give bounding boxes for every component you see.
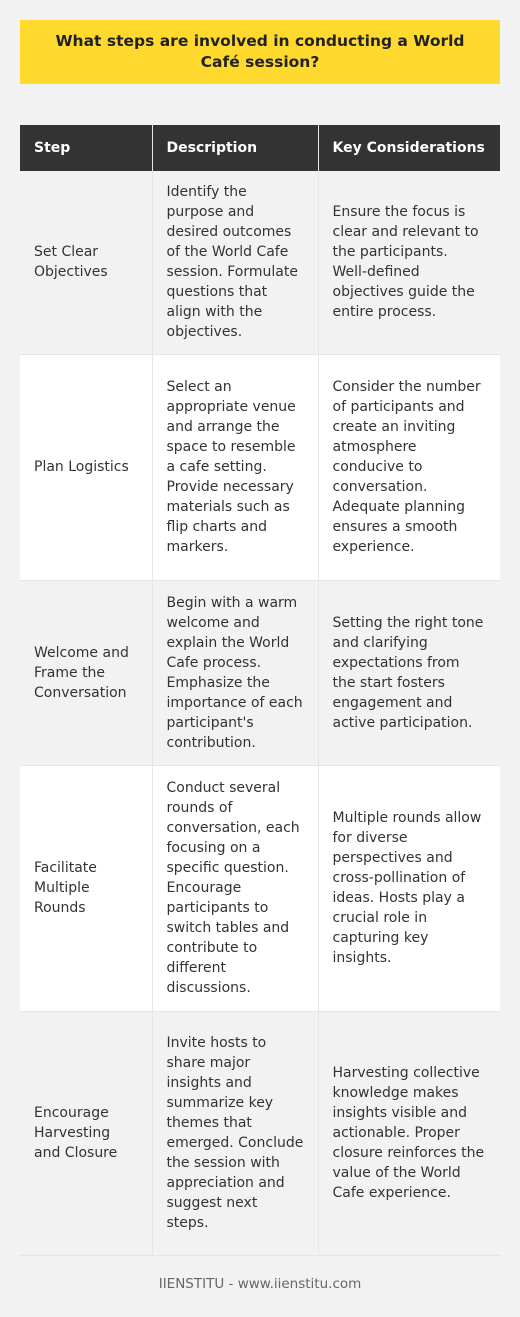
- considerations-cell: Multiple rounds allow for diverse perspectives and cross-pollination of ideas. Hosts play a crucial role in capturing key insights.: [318, 765, 500, 1011]
- description-cell: Conduct several rounds of conversation, each focusing on a specific question. Encourage participants to switch tables and contribute to different discussions.: [152, 765, 318, 1011]
- considerations-cell: Consider the number of participants and create an inviting atmosphere conducive to conversation. Adequate planning ensures a smooth experience.: [318, 354, 500, 580]
- description-cell: Invite hosts to share major insights and summarize key themes that emerged. Conclude the session with appreciation and suggest next steps.: [152, 1011, 318, 1255]
- step-cell: Plan Logistics: [20, 354, 152, 580]
- considerations-cell: Ensure the focus is clear and relevant to the participants. Well-defined objectives guide the entire process.: [318, 171, 500, 354]
- column-header-step: Step: [20, 125, 152, 171]
- step-cell: Encourage Harvesting and Closure: [20, 1011, 152, 1255]
- step-cell: Welcome and Frame the Conversation: [20, 580, 152, 765]
- column-header-description: Description: [152, 125, 318, 171]
- table-row: [20, 171, 500, 354]
- steps-table: [20, 125, 500, 1256]
- table-row: [20, 1011, 500, 1255]
- considerations-cell: Harvesting collective knowledge makes insights visible and actionable. Proper closure reinforces the value of the World Cafe experience.: [318, 1011, 500, 1255]
- table-row: [20, 580, 500, 765]
- description-cell: Select an appropriate venue and arrange the space to resemble a cafe setting. Provide necessary materials such as flip charts and markers.: [152, 354, 318, 580]
- table-row: [20, 765, 500, 1011]
- table-header-row: [20, 125, 500, 171]
- step-cell: Set Clear Objectives: [20, 171, 152, 354]
- description-cell: Begin with a warm welcome and explain the World Cafe process. Emphasize the importance of each participant's contribution.: [152, 580, 318, 765]
- page-title: What steps are involved in conducting a World Café session?: [20, 20, 500, 84]
- description-cell: Identify the purpose and desired outcomes of the World Cafe session. Formulate questions that align with the objectives.: [152, 171, 318, 354]
- considerations-cell: Setting the right tone and clarifying expectations from the start fosters engagement and active participation.: [318, 580, 500, 765]
- table-row: [20, 354, 500, 580]
- footer-credit: IIENSTITU - www.iienstitu.com: [158, 1276, 362, 1292]
- step-cell: Facilitate Multiple Rounds: [20, 765, 152, 1011]
- column-header-considerations: Key Considerations: [318, 125, 500, 171]
